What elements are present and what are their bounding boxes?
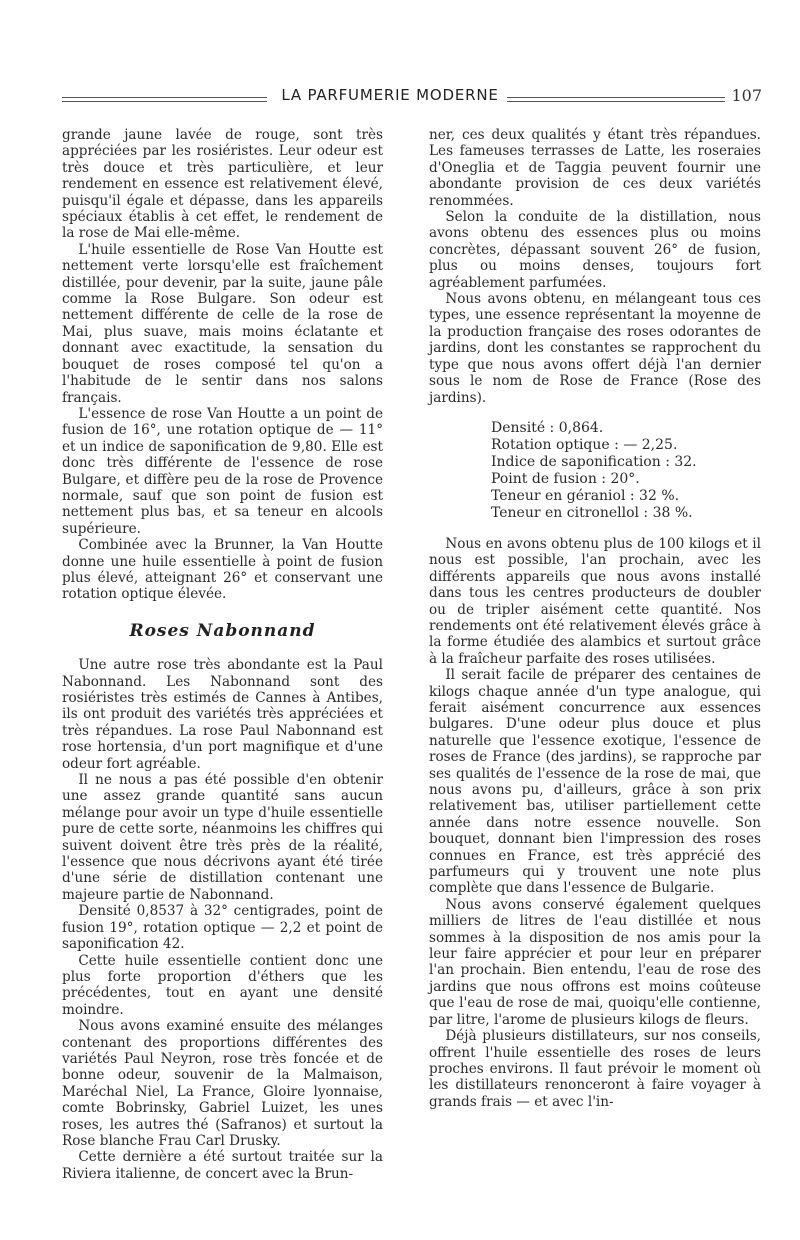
- paragraph: Cette huile essentielle contient donc une plus forte proportion d'éthers que les précédentes, tout en ayant une densité moindre.: [62, 952, 383, 1018]
- journal-title: LA PARFUMERIE MODERNE: [281, 86, 499, 104]
- paragraph: Densité 0,8537 à 32° centigrades, point de fusion 19°, rotation optique — 2,2 et point de saponification 42.: [62, 903, 383, 953]
- spec-line: Densité : 0,864.: [491, 419, 604, 436]
- section-heading: Roses Nabonnand: [129, 620, 316, 641]
- paragraph: Déjà plusieurs distillateurs, sur nos conseils, offrent l'huile essentielle des roses de leurs proches environs. Il faut prévoir le moment où les distillateurs renonceront à faire voyager à grands frais — et avec l'in-: [429, 1028, 761, 1110]
- paragraph: L'essence de rose Van Houtte a un point de fusion de 16°, une rotation optique de — 11° et un indice de saponification de 9,80. Elle est donc très différente de l'essence de rose Bulgare, et diffère peu de la rose de Provence normale, sauf que son point de fusion est nettement plus bas, et sa teneur en alcools supérieure.: [62, 405, 383, 537]
- paragraph: Selon la conduite de la distillation, nous avons obtenu des essences plus ou moins concrètes, dépassant souvent 26° de fusion, plus ou moins denses, toujours fort agréablement parfumées.: [429, 209, 761, 291]
- paragraph: Une autre rose très abondante est la Paul Nabonnand. Les Nabonnand sont des rosiéristes très estimés de Cannes à Antibes, ils ont produit des variétés très appréciées et très répandues. La rose Paul Nabonnand est rose hortensia, d'un port magnifique et d'une odeur fort agréable.: [62, 657, 383, 772]
- paragraph: ner, ces deux qualités y étant très répandues. Les fameuses terrasses de Latte, les roseraies d'Oneglia et de Taggia peuvent fournir une abondante provision de ces deux variétés renommées.: [429, 127, 761, 209]
- paragraph: Nous avons examiné ensuite des mélanges contenant des proportions différentes des variétés Paul Neyron, rose très foncée et de bonne odeur, souvenir de la Malmaison, Maréchal Niel, La France, Gloire lyonnaise, comte Bobrinsky, Gabriel Luizet, les unes roses, les autres thé (Safranos) et surtout la Rose blanche Frau Carl Drusky.: [62, 1018, 383, 1149]
- paragraph: Il serait facile de préparer des centaines de kilogs chaque année d'un type analogue, qui ferait aisément concurrence aux essences bulgares. D'une odeur plus douce et plus naturelle que l'essence exotique, l'essence de roses de France (des jardins), se rapproche par ses qualités de l'essence de la rose de mai, que nous avons pu, d'ailleurs, grâce à son prix relativement bas, utiliser partiellement cette année dans notre essence nouvelle. Son bouquet, donnant bien l'impression des roses connues en France, est très apprécié des parfumeurs qui y trouvent une note plus complète que dans l'essence de Bulgarie.: [429, 667, 761, 897]
- paragraph: Nous avons obtenu, en mélangeant tous ces types, une essence représentant la moyenne de la production française des roses odorantes de jardins, dont les constantes se rapprochent du type que nous avons offert déjà l'an dernier sous le nom de Rose de France (Rose des jardins).: [429, 291, 761, 406]
- paragraph: Nous avons conservé également quelques milliers de litres de l'eau distillée et nous sommes à la disposition de nos amis pour la leur faire apprécier et pour leur en préparer l'an prochain. Bien entendu, l'eau de rose des jardins que nous offrons est moins coûteuse que l'eau de rose de mai, quoiqu'elle contienne, par litre, l'arome de plusieurs kilogs de fleurs.: [429, 896, 761, 1028]
- paragraph: Combinée avec la Brunner, la Van Houtte donne une huile essentielle à point de fusion plus élevé, atteignant 26° et conservant une rotation optique élevée.: [62, 537, 383, 603]
- spec-line: Rotation optique : — 2,25.: [491, 436, 678, 453]
- spec-line: Point de fusion : 20°.: [491, 470, 640, 487]
- header-rule-left: [62, 97, 267, 102]
- spec-line: Teneur en géraniol : 32 %.: [491, 487, 680, 504]
- paragraph: Nous en avons obtenu plus de 100 kilogs et il nous est possible, l'an prochain, avec les différents appareils que nous avons installé dans tous les centres producteurs de doubler ou de tripler aisément cette quantité. Nos rendements ont été relativement élevés grâce à la forme étudiée des alambics et surtout grâce à la fraîcheur parfaite des roses utilisées.: [429, 535, 761, 667]
- paragraph: Cette dernière a été surtout traitée sur la Riviera italienne, de concert avec la Brun-: [62, 1149, 383, 1182]
- spec-line: Indice de saponification : 32.: [491, 453, 697, 470]
- paragraph: grande jaune lavée de rouge, sont très appréciées par les rosiéristes. Leur odeur est très douce et très particulière, et leur rendement en essence est relativement élevé, puisqu'il égale et dépasse, dans les appareils spéciaux établis à cet effet, le rendement de la rose de Mai elle-même.: [62, 127, 383, 242]
- left-column: [62, 127, 383, 1182]
- header-rule-right: [507, 97, 725, 102]
- specification-list: [491, 420, 761, 522]
- right-column: [429, 127, 761, 1110]
- running-header: [62, 86, 762, 110]
- page-number: 107: [731, 86, 762, 105]
- paragraph: L'huile essentielle de Rose Van Houtte est nettement verte lorsqu'elle est fraîchement distillée, pour devenir, par la suite, jaune pâle comme la Rose Bulgare. Son odeur est nettement différente de celle de la rose de Mai, plus suave, mais moins éclatante et donnant avec exactitude, la sensation du bouquet de roses composé tel qu'on a l'habitude de le sentir dans nos salons français.: [62, 241, 383, 406]
- paragraph: Il ne nous a pas été possible d'en obtenir une assez grande quantité sans aucun mélange pour avoir un type d'huile essentielle pure de cette sorte, néanmoins les chiffres qui suivent doivent être très près de la réalité, l'essence que nous décrivons ayant été tirée d'une série de distillation contenant une majeure partie de Nabonnand.: [62, 772, 383, 903]
- spec-line: Teneur en citronellol : 38 %.: [491, 504, 693, 521]
